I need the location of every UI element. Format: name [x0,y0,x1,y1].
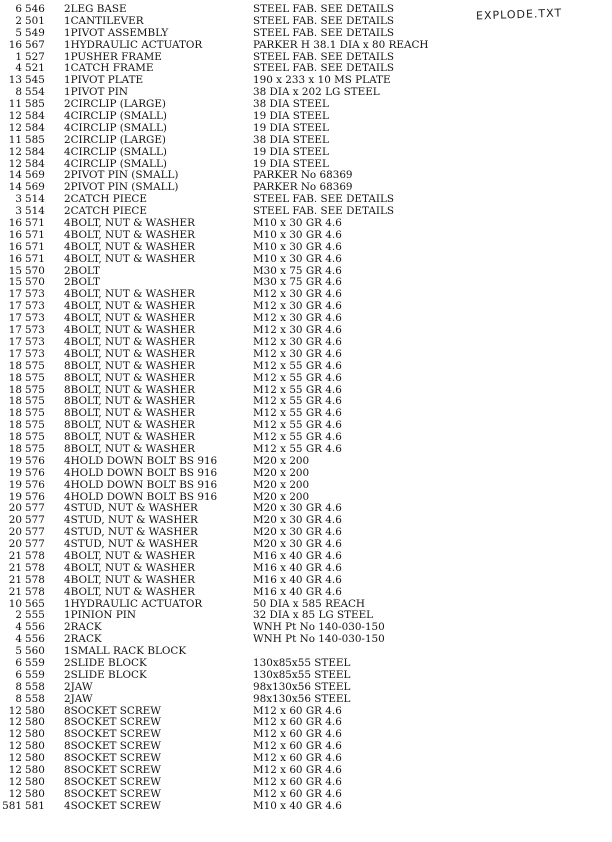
specification: M12 x 30 GR 4.6 [253,300,342,313]
part-number: 578 [25,549,45,562]
specification: 19 DIA STEEL [253,157,329,170]
item-number: 5 [15,645,22,658]
table-row [0,242,612,254]
quantity-description: 1HYDRAULIC ACTUATOR [64,38,203,51]
specification: M16 x 40 GR 4.6 [253,585,342,598]
item-number: 18 [8,442,22,455]
quantity-description: 1CATCH FRAME [64,62,154,75]
specification: M12 x 60 GR 4.6 [253,704,342,717]
part-number: 567 [25,38,45,51]
quantity-description: 2RACK [64,621,102,634]
part-number: 569 [25,169,45,182]
specification: 32 DIA x 85 LG STEEL [253,609,374,622]
specification: M12 x 55 GR 4.6 [253,431,342,444]
part-number: 576 [25,478,45,491]
quantity-description: 4BOLT, NUT & WASHER [64,335,195,348]
part-number: 545 [25,74,45,87]
specification: M20 x 200 [253,466,310,479]
item-number: 12 [8,764,22,776]
specification: M12 x 30 GR 4.6 [253,335,342,348]
part-number: 580 [25,764,45,776]
table-row [0,373,612,385]
item-number: 13 [8,74,22,87]
item-number: 19 [8,478,22,491]
part-number: 575 [25,371,45,384]
specification: M12 x 60 GR 4.6 [253,740,342,753]
specification: M20 x 200 [253,454,310,467]
table-row [0,28,612,40]
table-row [0,563,612,575]
part-number: 571 [25,217,45,230]
specification: M12 x 60 GR 4.6 [253,752,342,765]
specification: M12 x 55 GR 4.6 [253,442,342,455]
item-number: 20 [8,538,22,551]
quantity-description: 1PIVOT PLATE [64,74,144,87]
part-number: 577 [25,538,45,551]
item-number: 12 [8,740,22,753]
specification: M12 x 55 GR 4.6 [253,395,342,408]
item-number: 17 [8,324,22,337]
quantity-description: 2CIRCLIP (LARGE) [64,133,166,146]
quantity-description: 1PIVOT ASSEMBLY [64,26,169,39]
item-number: 18 [8,431,22,444]
part-number: 576 [25,454,45,467]
item-number: 17 [8,335,22,348]
quantity-description: 8BOLT, NUT & WASHER [64,371,195,384]
quantity-description: 4HOLD DOWN BOLT BS 916 [64,466,218,479]
part-number: 514 [25,205,45,218]
part-number: 555 [25,609,45,622]
part-number: 575 [25,359,45,372]
specification: M20 x 30 GR 4.6 [253,514,342,527]
quantity-description: 4BOLT, NUT & WASHER [64,549,195,562]
quantity-description: 2CIRCLIP (LARGE) [64,98,166,111]
specification: 190 x 233 x 10 MS PLATE [253,74,391,87]
item-number: 16 [8,217,22,230]
specification: 19 DIA STEEL [253,121,329,134]
specification: WNH Pt No 140-030-150 [253,633,385,646]
specification: STEEL FAB. SEE DETAILS [253,62,394,75]
quantity-description: 8SOCKET SCREW [64,728,161,741]
specification: STEEL FAB. SEE DETAILS [253,3,394,15]
part-number: 565 [25,597,45,610]
item-number: 14 [8,181,22,194]
quantity-description: 4BOLT, NUT & WASHER [64,561,195,574]
part-number: 575 [25,383,45,396]
part-number: 521 [25,62,45,75]
part-number: 569 [25,181,45,194]
specification: M20 x 30 GR 4.6 [253,538,342,551]
specification: M20 x 30 GR 4.6 [253,526,342,539]
item-number: 16 [8,252,22,265]
part-number: 546 [25,3,45,15]
quantity-description: 4STUD, NUT & WASHER [64,538,198,551]
part-number: 580 [25,728,45,741]
part-number: 527 [25,50,45,63]
item-number: 11 [8,133,22,146]
part-number: 585 [25,98,45,111]
item-number: 12 [8,145,22,158]
specification: M20 x 30 GR 4.6 [253,502,342,515]
specification: 50 DIA x 585 REACH [253,597,365,610]
part-number: 580 [25,775,45,788]
item-number: 17 [8,288,22,301]
item-number: 20 [8,502,22,515]
part-number: 549 [25,26,45,39]
quantity-description: 4SOCKET SCREW [64,799,161,812]
part-number: 581 [25,799,45,812]
quantity-description: 2LEG BASE [64,3,127,15]
part-number: 573 [25,288,45,301]
part-number: 571 [25,240,45,253]
quantity-description: 8BOLT, NUT & WASHER [64,359,195,372]
part-number: 556 [25,633,45,646]
part-number: 575 [25,442,45,455]
part-number: 570 [25,276,45,289]
specification: WNH Pt No 140-030-150 [253,621,385,634]
specification: M10 x 30 GR 4.6 [253,240,342,253]
specification: M12 x 55 GR 4.6 [253,371,342,384]
quantity-description: 8SOCKET SCREW [64,740,161,753]
part-number: 573 [25,335,45,348]
item-number: 12 [8,157,22,170]
item-number: 12 [8,775,22,788]
item-number: 16 [8,38,22,51]
quantity-description: 4CIRCLIP (SMALL) [64,157,167,170]
specification: M12 x 30 GR 4.6 [253,324,342,337]
quantity-description: 2CATCH PIECE [64,205,147,218]
quantity-description: 4HOLD DOWN BOLT BS 916 [64,490,218,503]
item-number: 11 [8,98,22,111]
quantity-description: 2JAW [64,680,93,693]
item-number: 21 [8,573,22,586]
specification: M10 x 30 GR 4.6 [253,217,342,230]
quantity-description: 2PIVOT PIN (SMALL) [64,169,179,182]
table-row [0,801,612,813]
quantity-description: 4BOLT, NUT & WASHER [64,312,195,325]
table-row [0,40,612,52]
quantity-description: 2BOLT [64,276,100,289]
specification: 38 DIA STEEL [253,133,329,146]
item-number: 18 [8,371,22,384]
table-row [0,135,612,147]
quantity-description: 8SOCKET SCREW [64,716,161,729]
specification: 38 DIA STEEL [253,98,329,111]
item-number: 581 [2,799,22,812]
specification: PARKER H 38.1 DIA x 80 REACH [253,38,429,51]
part-number: 559 [25,656,45,669]
specification: M12 x 55 GR 4.6 [253,419,342,432]
table-row [0,349,612,361]
part-number: 573 [25,312,45,325]
quantity-description: 2SLIDE BLOCK [64,656,147,669]
quantity-description: 2JAW [64,692,93,705]
part-number: 573 [25,300,45,313]
part-number: 571 [25,228,45,241]
specification: 130x85x55 STEEL [253,668,351,681]
item-number: 12 [8,752,22,765]
part-number: 558 [25,680,45,693]
part-number: 556 [25,621,45,634]
item-number: 12 [8,716,22,729]
part-number: 580 [25,740,45,753]
quantity-description: 8BOLT, NUT & WASHER [64,407,195,420]
quantity-description: 2CATCH PIECE [64,193,147,206]
item-number: 14 [8,169,22,182]
specification: M16 x 40 GR 4.6 [253,549,342,562]
specification: M12 x 30 GR 4.6 [253,312,342,325]
quantity-description: 8BOLT, NUT & WASHER [64,442,195,455]
part-number: 580 [25,752,45,765]
part-number: 573 [25,324,45,337]
quantity-description: 2BOLT [64,264,100,277]
item-number: 8 [15,86,22,99]
specification: 19 DIA STEEL [253,110,329,123]
table-row [0,670,612,682]
part-number: 514 [25,193,45,206]
item-number: 21 [8,585,22,598]
table-row [0,789,612,801]
quantity-description: 8SOCKET SCREW [64,775,161,788]
item-number: 6 [15,668,22,681]
specification: M16 x 40 GR 4.6 [253,561,342,574]
part-number: 577 [25,502,45,515]
specification: STEEL FAB. SEE DETAILS [253,26,394,39]
specification: M16 x 40 GR 4.6 [253,573,342,586]
part-number: 558 [25,692,45,705]
item-number: 12 [8,121,22,134]
table-row [0,16,612,28]
quantity-description: 4BOLT, NUT & WASHER [64,585,195,598]
quantity-description: 8SOCKET SCREW [64,787,161,800]
quantity-description: 8SOCKET SCREW [64,764,161,776]
quantity-description: 4HOLD DOWN BOLT BS 916 [64,454,218,467]
item-number: 2 [15,609,22,622]
item-number: 19 [8,490,22,503]
quantity-description: 4CIRCLIP (SMALL) [64,145,167,158]
quantity-description: 1PUSHER FRAME [64,50,162,63]
quantity-description: 4BOLT, NUT & WASHER [64,228,195,241]
specification: M30 x 75 GR 4.6 [253,264,342,277]
quantity-description: 4BOLT, NUT & WASHER [64,300,195,313]
part-number: 570 [25,264,45,277]
item-number: 12 [8,728,22,741]
table-row [0,682,612,694]
table-row [0,361,612,373]
specification: 130x85x55 STEEL [253,656,351,669]
item-number: 16 [8,228,22,241]
part-number: 584 [25,157,45,170]
item-number: 17 [8,347,22,360]
quantity-description: 4BOLT, NUT & WASHER [64,347,195,360]
quantity-description: 4BOLT, NUT & WASHER [64,240,195,253]
part-number: 578 [25,585,45,598]
item-number: 3 [15,205,22,218]
part-number: 575 [25,419,45,432]
specification: 98x130x56 STEEL [253,680,351,693]
specification: M20 x 200 [253,478,310,491]
quantity-description: 2SLIDE BLOCK [64,668,147,681]
part-number: 576 [25,466,45,479]
item-number: 10 [8,597,22,610]
part-number: 578 [25,573,45,586]
item-number: 18 [8,359,22,372]
item-number: 17 [8,300,22,313]
table-row [0,694,612,706]
item-number: 12 [8,787,22,800]
quantity-description: 4BOLT, NUT & WASHER [64,288,195,301]
item-number: 20 [8,514,22,527]
item-number: 18 [8,419,22,432]
quantity-description: 4BOLT, NUT & WASHER [64,252,195,265]
item-number: 6 [15,3,22,15]
part-number: 576 [25,490,45,503]
table-row [0,123,612,135]
table-row [0,254,612,266]
item-number: 15 [8,264,22,277]
quantity-description: 4BOLT, NUT & WASHER [64,217,195,230]
item-number: 18 [8,395,22,408]
part-number: 577 [25,526,45,539]
part-number: 575 [25,407,45,420]
part-number: 554 [25,86,45,99]
part-number: 584 [25,110,45,123]
item-number: 20 [8,526,22,539]
specification: M12 x 30 GR 4.6 [253,347,342,360]
part-number: 578 [25,561,45,574]
quantity-description: 8BOLT, NUT & WASHER [64,431,195,444]
part-number: 575 [25,395,45,408]
part-number: 577 [25,514,45,527]
item-number: 3 [15,193,22,206]
specification: 98x130x56 STEEL [253,692,351,705]
quantity-description: 4STUD, NUT & WASHER [64,514,198,527]
part-number: 573 [25,347,45,360]
parts-list [0,4,612,813]
specification: PARKER No 68369 [253,169,353,182]
item-number: 12 [8,704,22,717]
specification: M12 x 55 GR 4.6 [253,359,342,372]
table-row [0,480,612,492]
quantity-description: 8SOCKET SCREW [64,704,161,717]
specification: STEEL FAB. SEE DETAILS [253,205,394,218]
quantity-description: 4HOLD DOWN BOLT BS 916 [64,478,218,491]
item-number: 19 [8,454,22,467]
part-number: 560 [25,645,45,658]
table-row [0,147,612,159]
quantity-description: 4CIRCLIP (SMALL) [64,110,167,123]
item-number: 4 [15,62,22,75]
specification: M12 x 60 GR 4.6 [253,728,342,741]
specification: M12 x 60 GR 4.6 [253,775,342,788]
part-number: 585 [25,133,45,146]
quantity-description: 8BOLT, NUT & WASHER [64,383,195,396]
specification: M10 x 30 GR 4.6 [253,252,342,265]
item-number: 21 [8,561,22,574]
specification: M30 x 75 GR 4.6 [253,276,342,289]
part-number: 580 [25,787,45,800]
specification: M20 x 200 [253,490,310,503]
specification: M12 x 55 GR 4.6 [253,407,342,420]
item-number: 1 [15,50,22,63]
part-number: 559 [25,668,45,681]
quantity-description: 1PIVOT PIN [64,86,128,99]
specification: STEEL FAB. SEE DETAILS [253,193,394,206]
specification: STEEL FAB. SEE DETAILS [253,50,394,63]
table-row [0,587,612,599]
part-number: 571 [25,252,45,265]
part-number: 501 [25,14,45,27]
quantity-description: 1PINION PIN [64,609,137,622]
file-label: EXPLODE.TXT [475,6,563,23]
quantity-description: 1CANTILEVER [64,14,144,27]
item-number: 8 [15,680,22,693]
item-number: 16 [8,240,22,253]
item-number: 21 [8,549,22,562]
quantity-description: 2PIVOT PIN (SMALL) [64,181,179,194]
item-number: 5 [15,26,22,39]
item-number: 17 [8,312,22,325]
specification: M10 x 30 GR 4.6 [253,228,342,241]
specification: M12 x 30 GR 4.6 [253,288,342,301]
item-number: 18 [8,407,22,420]
part-number: 584 [25,145,45,158]
specification: M12 x 55 GR 4.6 [253,383,342,396]
item-number: 19 [8,466,22,479]
part-number: 575 [25,431,45,444]
table-row [0,777,612,789]
quantity-description: 8SOCKET SCREW [64,752,161,765]
item-number: 18 [8,383,22,396]
specification: 19 DIA STEEL [253,145,329,158]
item-number: 4 [15,633,22,646]
quantity-description: 4STUD, NUT & WASHER [64,526,198,539]
specification: 38 DIA x 202 LG STEEL [253,86,380,99]
table-row [0,456,612,468]
item-number: 2 [15,14,22,27]
quantity-description: 8BOLT, NUT & WASHER [64,395,195,408]
item-number: 4 [15,621,22,634]
quantity-description: 4BOLT, NUT & WASHER [64,324,195,337]
item-number: 12 [8,110,22,123]
specification: M10 x 40 GR 4.6 [253,799,342,812]
specification: M12 x 60 GR 4.6 [253,716,342,729]
table-row [0,575,612,587]
item-number: 15 [8,276,22,289]
specification: M12 x 60 GR 4.6 [253,764,342,776]
quantity-description: 8BOLT, NUT & WASHER [64,419,195,432]
part-number: 584 [25,121,45,134]
specification: STEEL FAB. SEE DETAILS [253,14,394,27]
quantity-description: 4STUD, NUT & WASHER [64,502,198,515]
specification: PARKER No 68369 [253,181,353,194]
table-row [0,468,612,480]
quantity-description: 2RACK [64,633,102,646]
quantity-description: 1HYDRAULIC ACTUATOR [64,597,203,610]
part-number: 580 [25,716,45,729]
item-number: 8 [15,692,22,705]
part-number: 580 [25,704,45,717]
specification: M12 x 60 GR 4.6 [253,787,342,800]
quantity-description: 4CIRCLIP (SMALL) [64,121,167,134]
quantity-description: 1SMALL RACK BLOCK [64,645,187,658]
quantity-description: 4BOLT, NUT & WASHER [64,573,195,586]
item-number: 6 [15,656,22,669]
